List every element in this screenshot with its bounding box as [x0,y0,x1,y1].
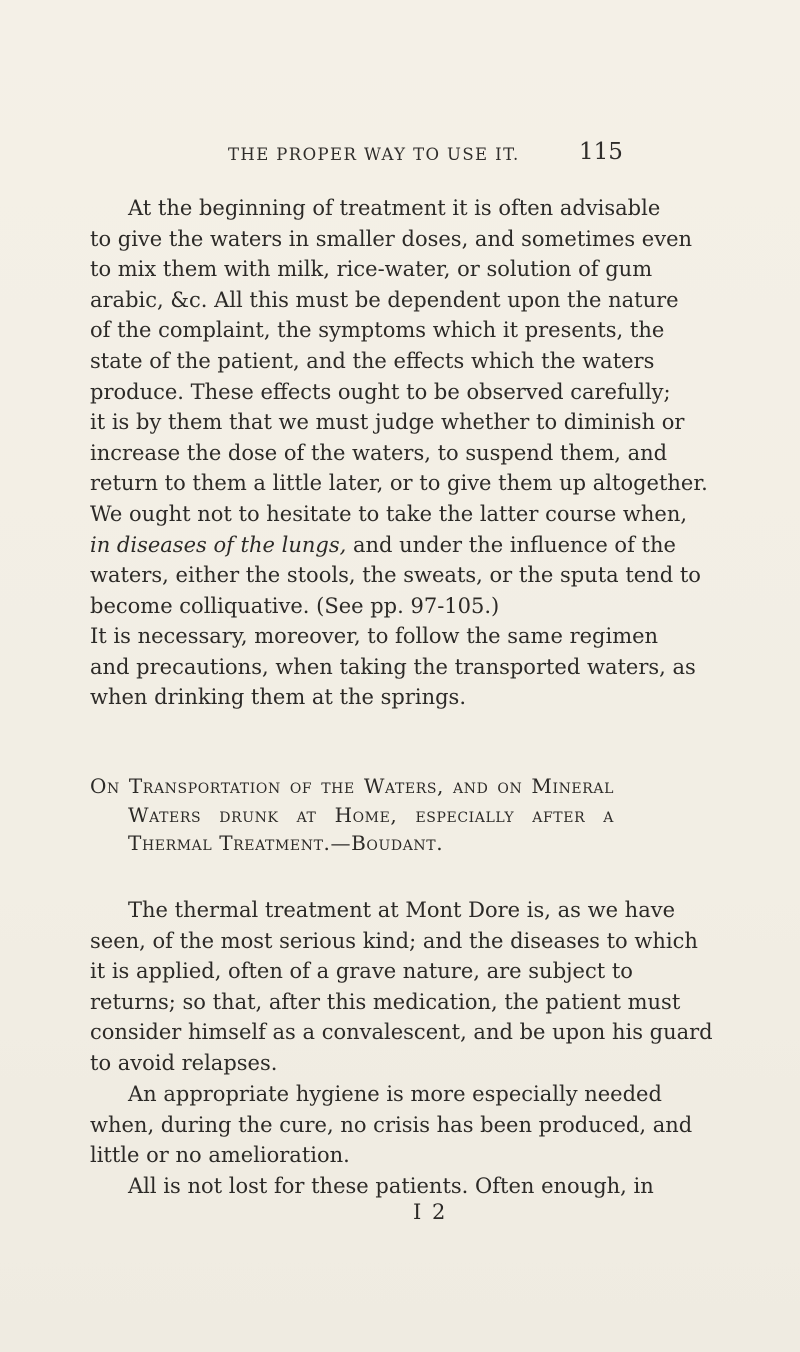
text-line: consider himself as a convalescent, and be upon his guard [90,1020,713,1045]
text-line [90,530,676,561]
text-line: seen, of the most serious kind; and the diseases to which [90,928,698,953]
text-line: return to them a little later, or to give them up altogether. [90,471,708,496]
page-number: 115 [579,139,623,165]
text-line: it is applied, often of a grave nature, are subject to [90,959,633,984]
heading-line: On Transportation of the Waters, and on Mineral [90,774,614,798]
text-line: little or no amelioration. [90,1143,350,1168]
text-line: when drinking them at the springs. [90,685,467,710]
text-line: The thermal treatment at Mont Dore is, as we have [128,898,676,922]
text-line: to mix them with milk, rice-water, or solution of gum [90,257,653,282]
text-line: when, during the cure, no crisis has been produced, and [90,1112,693,1137]
text-line: increase the dose of the waters, to suspend them, and [90,440,668,465]
text-fragment: and under the influence of the [352,532,676,557]
text-line: to give the waters in smaller doses, and sometimes even [90,226,693,251]
text-line: produce. These effects ought to be observed carefully; [90,379,671,404]
text-line: We ought not to hesitate to take the latter course when, [90,501,688,526]
text-line: waters, either the stools, the sweats, or the sputa tend to [90,563,701,588]
text-line: All is not lost for these patients. Often enough, in [128,1174,654,1198]
section-heading [90,772,614,858]
text-line: to avoid relapses. [90,1050,278,1075]
paragraph-1 [90,193,708,621]
text-line: At the beginning of treatment it is often advisable [128,196,661,220]
heading-line: Thermal Treatment.—Boudant. [128,831,444,855]
heading-line: Waters drunk at Home, especially after a [128,802,614,827]
paragraph-3 [90,895,713,1079]
text-line: returns; so that, after this medication, the patient must [90,989,681,1014]
text-line: state of the patient, and the effects which the waters [90,348,655,373]
signature-mark: I 2 [413,1200,448,1224]
text-line: it is by them that we must judge whether to diminish or [90,410,685,435]
paragraph-4 [90,1079,693,1171]
text-line: and precautions, when taking the transported waters, as [90,654,696,679]
text-line: An appropriate hygiene is more especially needed [128,1082,662,1106]
running-title: THE PROPER WAY TO USE IT. [228,145,520,164]
text-line: of the complaint, the symptoms which it presents, the [90,318,665,343]
italic-phrase: in diseases of the lungs, [90,532,347,557]
text-line: It is necessary, moreover, to follow the same regimen [90,624,659,648]
paragraph-2 [90,621,696,713]
paragraph-5 [90,1171,654,1202]
text-line: arabic, &c. All this must be dependent upon the nature [90,287,679,312]
text-line: become colliquative. (See pp. 97-105.) [90,593,500,618]
